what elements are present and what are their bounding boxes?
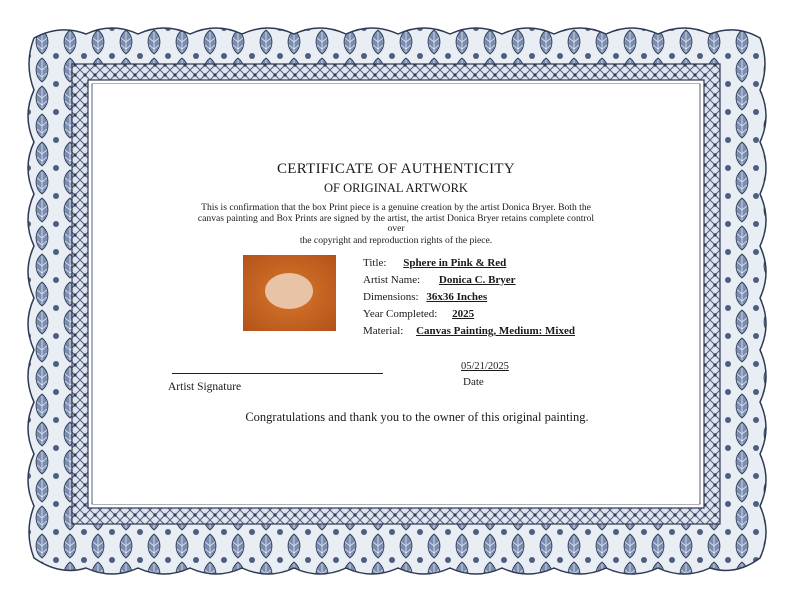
intro-paragraph [168, 203, 624, 246]
artist-field [363, 274, 516, 286]
material-field [363, 325, 575, 337]
title-field [363, 257, 506, 269]
material-label: Material: [363, 325, 404, 337]
intro-line: over [387, 223, 405, 235]
year-value: 2025 [452, 308, 475, 320]
year-label: Year Completed: [363, 308, 438, 320]
intro-line: the copyright and reproduction rights of the piece. [299, 234, 493, 246]
dimensions-value: 36x36 Inches [426, 291, 488, 303]
intro-line: canvas painting and Box Prints are signed by the artist, the artist Donica Bryer retains complete control [197, 212, 595, 224]
painting-thumbnail [243, 255, 336, 331]
title-label: Title: [363, 257, 387, 269]
year-field [363, 308, 474, 320]
signature-line [172, 373, 383, 374]
closing-message: Congratulations and thank you to the owner of this original painting. [245, 410, 589, 424]
material-value: Canvas Painting, Medium: Mixed [416, 325, 575, 337]
signature-label: Artist Signature [168, 381, 242, 393]
artist-value: Donica C. Bryer [438, 274, 516, 286]
dimensions-label: Dimensions: [363, 291, 419, 303]
certificate-subtitle: OF ORIGINAL ARTWORK [324, 181, 468, 195]
date-label: Date [463, 376, 484, 388]
artist-label: Artist Name: [363, 274, 421, 286]
title-value: Sphere in Pink & Red [403, 257, 507, 269]
intro-line: This is confirmation that the box Print piece is a genuine creation by the artist Donica Bryer. Both the [201, 202, 591, 213]
date-value: 05/21/2025 [461, 361, 509, 372]
certificate-title: CERTIFICATE OF AUTHENTICITY [276, 161, 516, 177]
dimensions-field [363, 291, 487, 303]
